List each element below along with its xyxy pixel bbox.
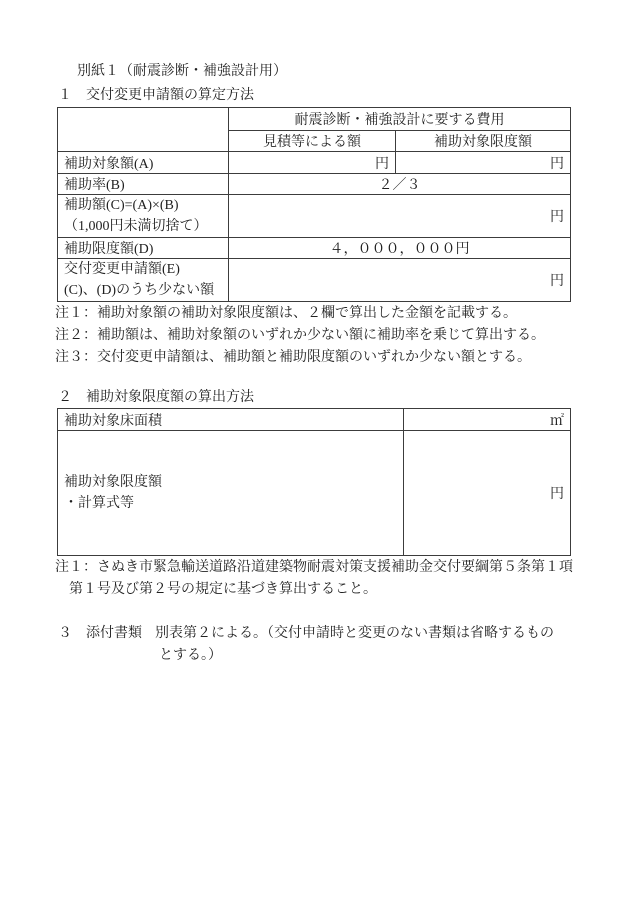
row-c-unit: 円 <box>229 195 571 238</box>
row-c-label <box>58 195 229 238</box>
row-e-label <box>58 259 229 302</box>
section1-note-2: 注２：補助額は、補助対象額のいずれか少ない額に補助率を乗じて算出する。 <box>55 328 545 343</box>
row-c-label-line1: 補助額(C)=(A)×(B) <box>64 198 179 213</box>
row-e-label-line2: (C)、(D)のうち少ない額 <box>64 283 215 298</box>
row-a-label: 補助対象額(A) <box>58 152 229 174</box>
span-header-cell: 耐震診断・補強設計に要する費用 <box>229 108 571 131</box>
floor-area-label: 補助対象床面積 <box>58 409 404 431</box>
row-b-value: ２／３ <box>229 174 571 195</box>
row-b-label: 補助率(B) <box>58 174 229 195</box>
subheader-limit-cell: 補助対象限度額 <box>396 131 571 152</box>
limit-amount-label-line1: 補助対象限度額 <box>64 475 162 490</box>
row-d-label: 補助限度額(D) <box>58 238 229 259</box>
section3-heading: ３ 添付書類 <box>58 626 142 641</box>
row-e-label-line1: 交付変更申請額(E) <box>64 262 180 277</box>
section2-heading: ２ 補助対象限度額の算出方法 <box>58 390 254 405</box>
row-a-estimate-unit: 円 <box>229 152 396 174</box>
section1-heading: １ 交付変更申請額の算定方法 <box>58 88 254 103</box>
grant-change-calc-table <box>57 107 571 302</box>
row-d-value: ４，０００，０００円 <box>229 238 571 259</box>
limit-calc-table <box>57 408 571 556</box>
section3-body-line1: 別表第２による。（交付申請時と変更のない書類は省略するもの <box>155 626 554 641</box>
section3-body-line2: とする。） <box>159 648 222 663</box>
attachment-title: 別紙１（耐震診断・補強設計用） <box>77 64 287 79</box>
floor-area-unit: ㎡ <box>404 409 571 431</box>
section2-note-line1: 注１：さぬき市緊急輸送道路沿道建築物耐震対策支援補助金交付要綱第５条第１項 <box>55 560 573 575</box>
limit-amount-label <box>58 431 404 556</box>
section1-note-3: 注３：交付変更申請額は、補助額と補助限度額のいずれか少ない額とする。 <box>55 350 531 365</box>
row-c-label-line2: （1,000円未満切捨て） <box>64 219 208 234</box>
corner-empty-cell <box>58 108 229 152</box>
limit-amount-unit: 円 <box>404 431 571 556</box>
subheader-estimate-cell: 見積等による額 <box>229 131 396 152</box>
row-a-limit-unit: 円 <box>396 152 571 174</box>
section2-note-line2: 第１号及び第２号の規定に基づき算出すること。 <box>69 582 377 597</box>
section1-note-1: 注１：補助対象額の補助対象限度額は、２欄で算出した金額を記載する。 <box>55 306 517 321</box>
row-e-unit: 円 <box>229 259 571 302</box>
limit-amount-label-line2: ・計算式等 <box>64 496 134 511</box>
